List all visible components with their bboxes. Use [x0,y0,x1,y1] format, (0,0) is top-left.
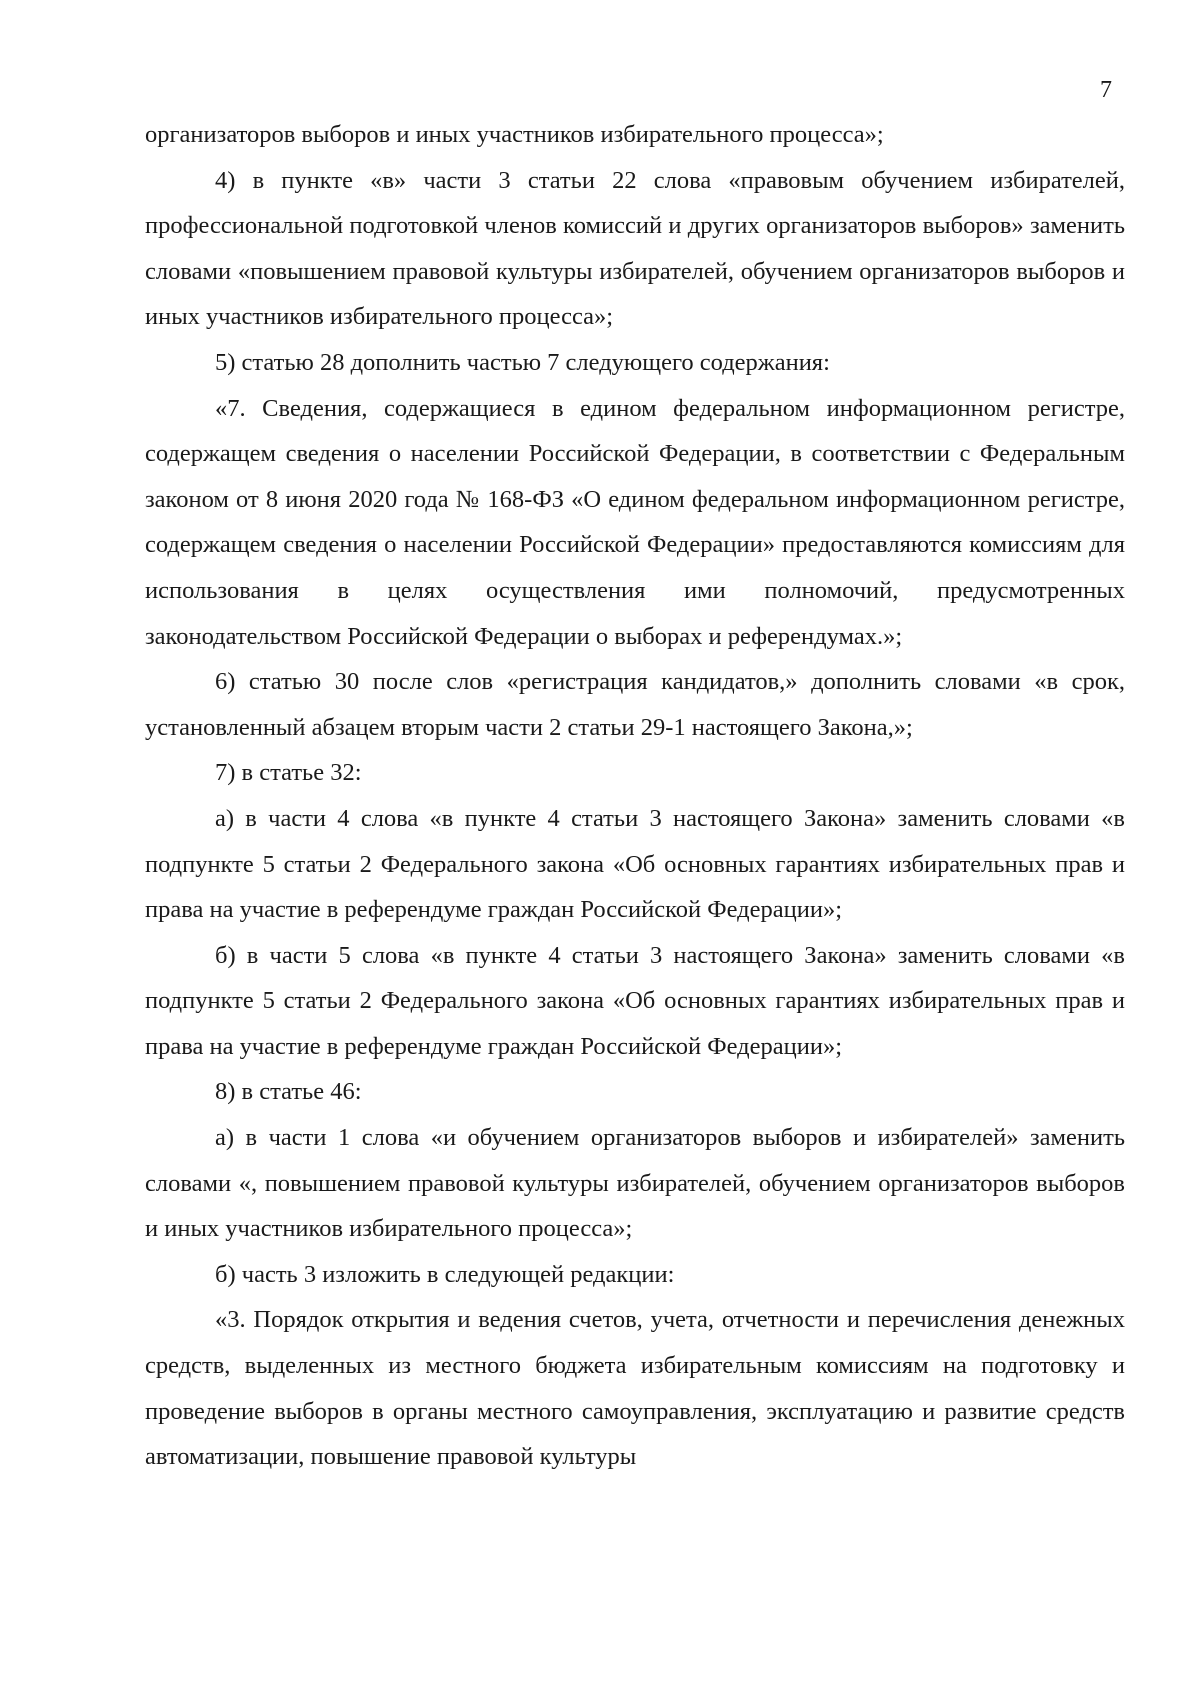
paragraph: а) в части 1 слова «и обучением организаторов выборов и избирателей» заменить словами «, повышением правовой культуры избирателей, обучением организаторов выборов и иных участников избирательного процесса»; [145,1124,1125,1243]
paragraph: «3. Порядок открытия и ведения счетов, учета, отчетности и перечисления денежных средств, выделенных из местного бюджета избирательным комиссиям на подготовку и проведение выборов в органы местного самоуправления, эксплуатацию и развитие средств автоматизации, повышение правовой культуры [145,1306,1125,1471]
paragraph: б) часть 3 изложить в следующей редакции: [215,1260,675,1288]
paragraph: 5) статью 28 дополнить частью 7 следующего содержания: [215,348,830,376]
paragraph: 6) статью 30 после слов «регистрация кандидатов,» дополнить словами «в срок, установленный абзацем вторым части 2 статьи 29-1 настоящего Закона,»; [145,668,1125,741]
paragraph: 4) в пункте «в» части 3 статьи 22 слова «правовым обучением избирателей, профессиональной подготовкой членов комиссий и других организаторов выборов» заменить словами «повышением правовой культуры избирателей, обучением организаторов выборов и иных участников избирательного процесса»; [145,166,1125,331]
paragraph: а) в части 4 слова «в пункте 4 статьи 3 настоящего Закона» заменить словами «в подпункте 5 статьи 2 Федерального закона «Об основных гарантиях избирательных прав и права на участие в референдуме граждан Российской Федерации»; [145,804,1125,924]
paragraph: 7) в статье 32: [215,759,362,787]
paragraph: «7. Сведения, содержащиеся в едином федеральном информационном регистре, содержащем сведения о населении Российской Федерации, в соответствии с Федеральным законом от 8 июня 2020 года № 168-ФЗ «О едином федеральном информационном регистре, содержащем сведения о населении Российской Федерации» предоставляются комиссиям для использования в целях осуществления ими полномочий, предусмотренных законодательством Российской Федерации о выборах и референдумах.»; [145,394,1125,650]
document-body [145,112,1125,1480]
paragraph: организаторов выборов и иных участников избирательного процесса»; [145,121,884,148]
paragraph: б) в части 5 слова «в пункте 4 статьи 3 настоящего Закона» заменить словами «в подпункте 5 статьи 2 Федерального закона «Об основных гарантиях избирательных прав и права на участие в референдуме граждан Российской Федерации»; [145,941,1125,1060]
paragraph: 8) в статье 46: [215,1078,362,1106]
page-number: 7 [1100,77,1112,103]
